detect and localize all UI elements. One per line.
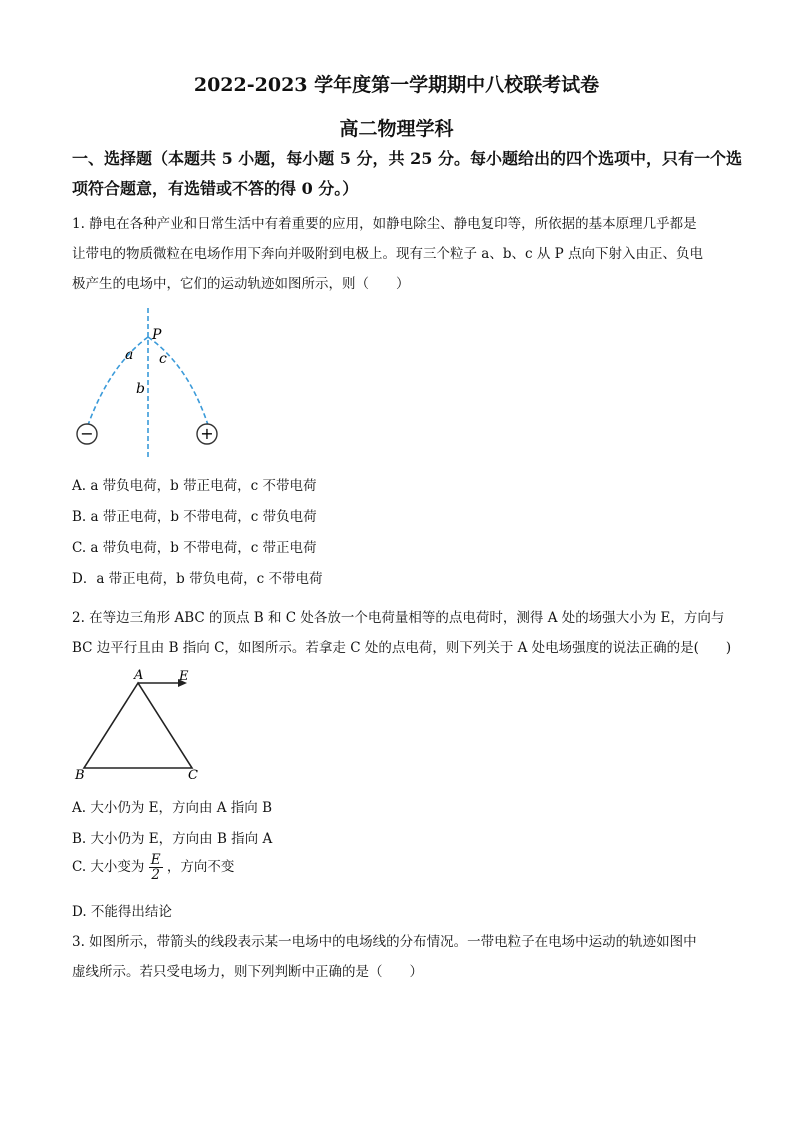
trajectory-c [148,337,208,425]
q1-text-line3: 极产生的电场中，它们的运动轨迹如图所示，则（ ） [72,276,410,292]
plus-sign: + [200,424,214,443]
q1-option-a: A. a 带负电荷，b 带正电荷，c 不带电荷 [72,478,317,494]
q2-text-line1: 2. 在等边三角形 ABC 的顶点 B 和 C 处各放一个电荷量相等的点电荷时，测得 A 处的场强大小为 E，方向与 [72,610,725,626]
label-p: P [152,327,162,343]
q2-option-c-prefix: C. 大小变为 [72,859,145,875]
q2-option-c-suffix: ，方向不变 [166,859,235,875]
q2-option-c [72,853,234,882]
q1-option-b: B. a 带正电荷，b 不带电荷，c 带负电荷 [72,509,317,525]
exam-subtitle: 高二物理学科 [339,118,454,140]
triangle-abc [84,683,192,768]
q1-option-c: C. a 带负电荷，b 不带电荷，c 带正电荷 [72,540,317,556]
q1-text-line2: 让带电的物质微粒在电场作用下奔向并吸附到电极上。现有三个粒子 a、b、c 从 P 点向下射入由正、负电 [72,246,703,262]
fraction-numerator: E [150,852,161,868]
vertex-c-label: C [188,768,198,783]
q3-text-line1: 3. 如图所示，带箭头的线段表示某一电场中的电场线的分布情况。一带电粒子在电场中运动的轨迹如图中 [72,934,697,950]
q2-option-b: B. 大小仍为 E，方向由 B 指向 A [72,831,273,847]
q1-text-line1: 1. 静电在各种产业和日常生活中有着重要的应用，如静电除尘、静电复印等，所依据的基本原理几乎都是 [72,216,697,232]
q2-option-d: D. 不能得出结论 [72,904,172,920]
q1-field-figure [70,305,230,460]
fraction-denominator: 2 [151,867,160,883]
q2-triangle-figure [70,665,220,785]
exam-title: 2022-2023 学年度第一学期期中八校联考试卷 [193,74,600,96]
minus-sign: − [80,424,94,443]
q1-option-d: D．a 带正电荷，b 带负电荷，c 不带电荷 [72,571,323,587]
section-heading-line1: 一、选择题（本题共 5 小题，每小题 5 分，共 25 分。每小题给出的四个选项中，只有一个选 [72,149,742,168]
section-heading-line2: 项符合题意，有选错或不答的得 0 分。） [72,179,359,198]
q2-text-line2: BC 边平行且由 B 指向 C，如图所示。若拿走 C 处的点电荷，则下列关于 A 处电场强度的说法正确的是( ) [72,640,732,656]
label-c: c [159,351,167,367]
label-a: a [125,347,134,363]
vertex-b-label: B [75,768,85,783]
q3-text-line2: 虚线所示。若只受电场力，则下列判断中正确的是（ ） [72,964,423,980]
field-e-label: E [179,669,189,684]
fraction-e-over-2 [149,853,163,882]
vertex-a-label: A [134,668,144,683]
q2-option-a: A. 大小仍为 E，方向由 A 指向 B [72,800,273,816]
label-b: b [136,381,145,397]
